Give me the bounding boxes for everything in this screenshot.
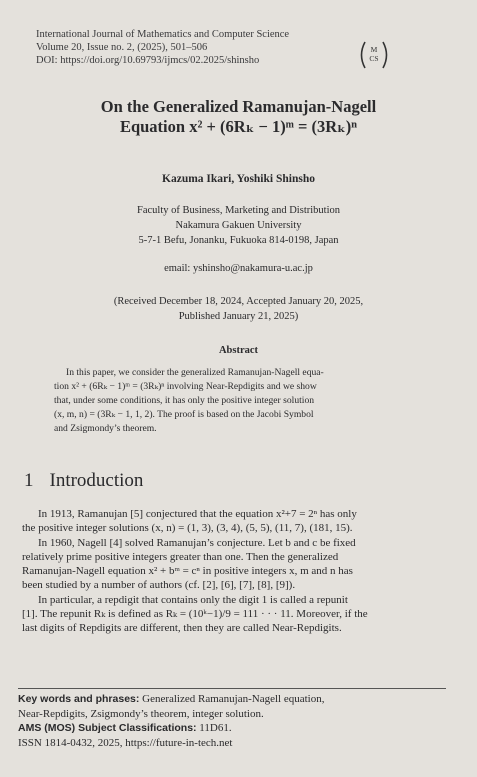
section-heading	[24, 470, 143, 492]
body-line: last digits of Repdigits are different, then they are called Near-Repdigits.	[22, 622, 342, 635]
keywords-continued: Near-Repdigits, Zsigmondy’s theorem, integer solution.	[18, 707, 264, 720]
section-title: Introduction	[49, 470, 144, 491]
footnote	[18, 692, 324, 750]
issn-line: ISSN 1814-0432, 2025, https://future-in-tech.net	[18, 736, 233, 749]
authors: Kazuma Ikari, Yoshiki Shinsho	[162, 173, 315, 185]
keywords-text: Generalized Ramanujan-Nagell equation,	[142, 693, 325, 705]
abstract-heading: Abstract	[218, 345, 259, 356]
dates-line: Published January 21, 2025)	[178, 311, 299, 322]
journal-doi[interactable]: DOI: https://doi.org/10.69793/ijmcs/02.2025/shinsho	[36, 55, 260, 66]
journal-name: International Journal of Mathematics and Computer Science	[36, 29, 290, 40]
body-line: In 1913, Ramanujan [5] conjectured that the equation x²+7 = 2ⁿ has only	[38, 508, 357, 520]
logo-text-top: M	[370, 45, 378, 54]
abstract-line: that, under some conditions, it has only the positive integer solution	[54, 395, 315, 406]
body-line: the positive integer solutions (x, n) = (1, 3), (3, 4), (5, 5), (11, 7), (181, 15).	[22, 522, 353, 535]
ams-label: AMS (MOS) Subject Classifications:	[18, 722, 197, 735]
ams-value: 11D61.	[199, 722, 232, 735]
abstract-line: (x, m, n) = (3Rₖ − 1, 1, 2). The proof is based on the Jacobi Symbol	[54, 409, 314, 420]
dates-line: (Received December 18, 2024, Accepted January 20, 2025,	[113, 296, 364, 307]
keywords-line	[18, 692, 324, 707]
section-number: 1	[24, 470, 34, 491]
body-line: [1]. The repunit Rₖ is defined as Rₖ = (10ᵏ−1)/9 = 111 · · · 11. Moreover, if the	[22, 608, 368, 621]
ams-line	[18, 721, 324, 736]
abstract-line: tion x² + (6Rₖ − 1)ᵐ = (3Rₖ)ⁿ involving Near-Repdigits and we show	[54, 381, 317, 392]
journal-volume: Volume 20, Issue no. 2, (2025), 501–506	[36, 42, 208, 53]
logo-text-bottom: CS	[369, 54, 379, 63]
abstract-line: In this paper, we consider the generalized Ramanujan-Nagell equa-	[66, 367, 324, 378]
title-line-1: On the Generalized Ramanujan-Nagell	[100, 97, 377, 116]
introduction-text	[22, 507, 452, 636]
keywords-label: Key words and phrases:	[18, 693, 140, 705]
affiliation	[0, 203, 477, 248]
title-line-2: Equation x² + (6Rₖ − 1)ᵐ = (3Rₖ)ⁿ	[119, 117, 358, 136]
body-line: In particular, a repdigit that contains only the digit 1 is called a repunit	[38, 593, 348, 606]
journal-logo	[357, 40, 391, 70]
body-line: Ramanujan-Nagell equation x² + bᵐ = cⁿ in positive integers x, m and n has	[22, 565, 353, 578]
affiliation-line: Faculty of Business, Marketing and Distribution	[137, 205, 340, 216]
abstract-line: and Zsigmondy’s theorem.	[54, 423, 157, 434]
publication-dates	[0, 294, 477, 324]
journal-header	[36, 28, 289, 67]
body-line: In 1960, Nagell [4] solved Ramanujan’s conjecture. Let b and c be fixed	[38, 536, 356, 549]
abstract-body	[54, 366, 416, 436]
affiliation-line: Nakamura Gakuen University	[175, 220, 302, 231]
body-line: been studied by a number of authors (cf. [2], [6], [7], [8], [9]).	[22, 579, 296, 592]
affiliation-line: 5-7-1 Befu, Jonanku, Fukuoka 814-0198, Japan	[138, 235, 339, 246]
author-email[interactable]: email: yshinsho@nakamura-u.ac.jp	[164, 263, 313, 274]
paper-title	[0, 97, 477, 137]
body-line: relatively prime positive integers greater than one. Then the generalized	[22, 550, 339, 563]
footnote-divider	[18, 688, 446, 689]
